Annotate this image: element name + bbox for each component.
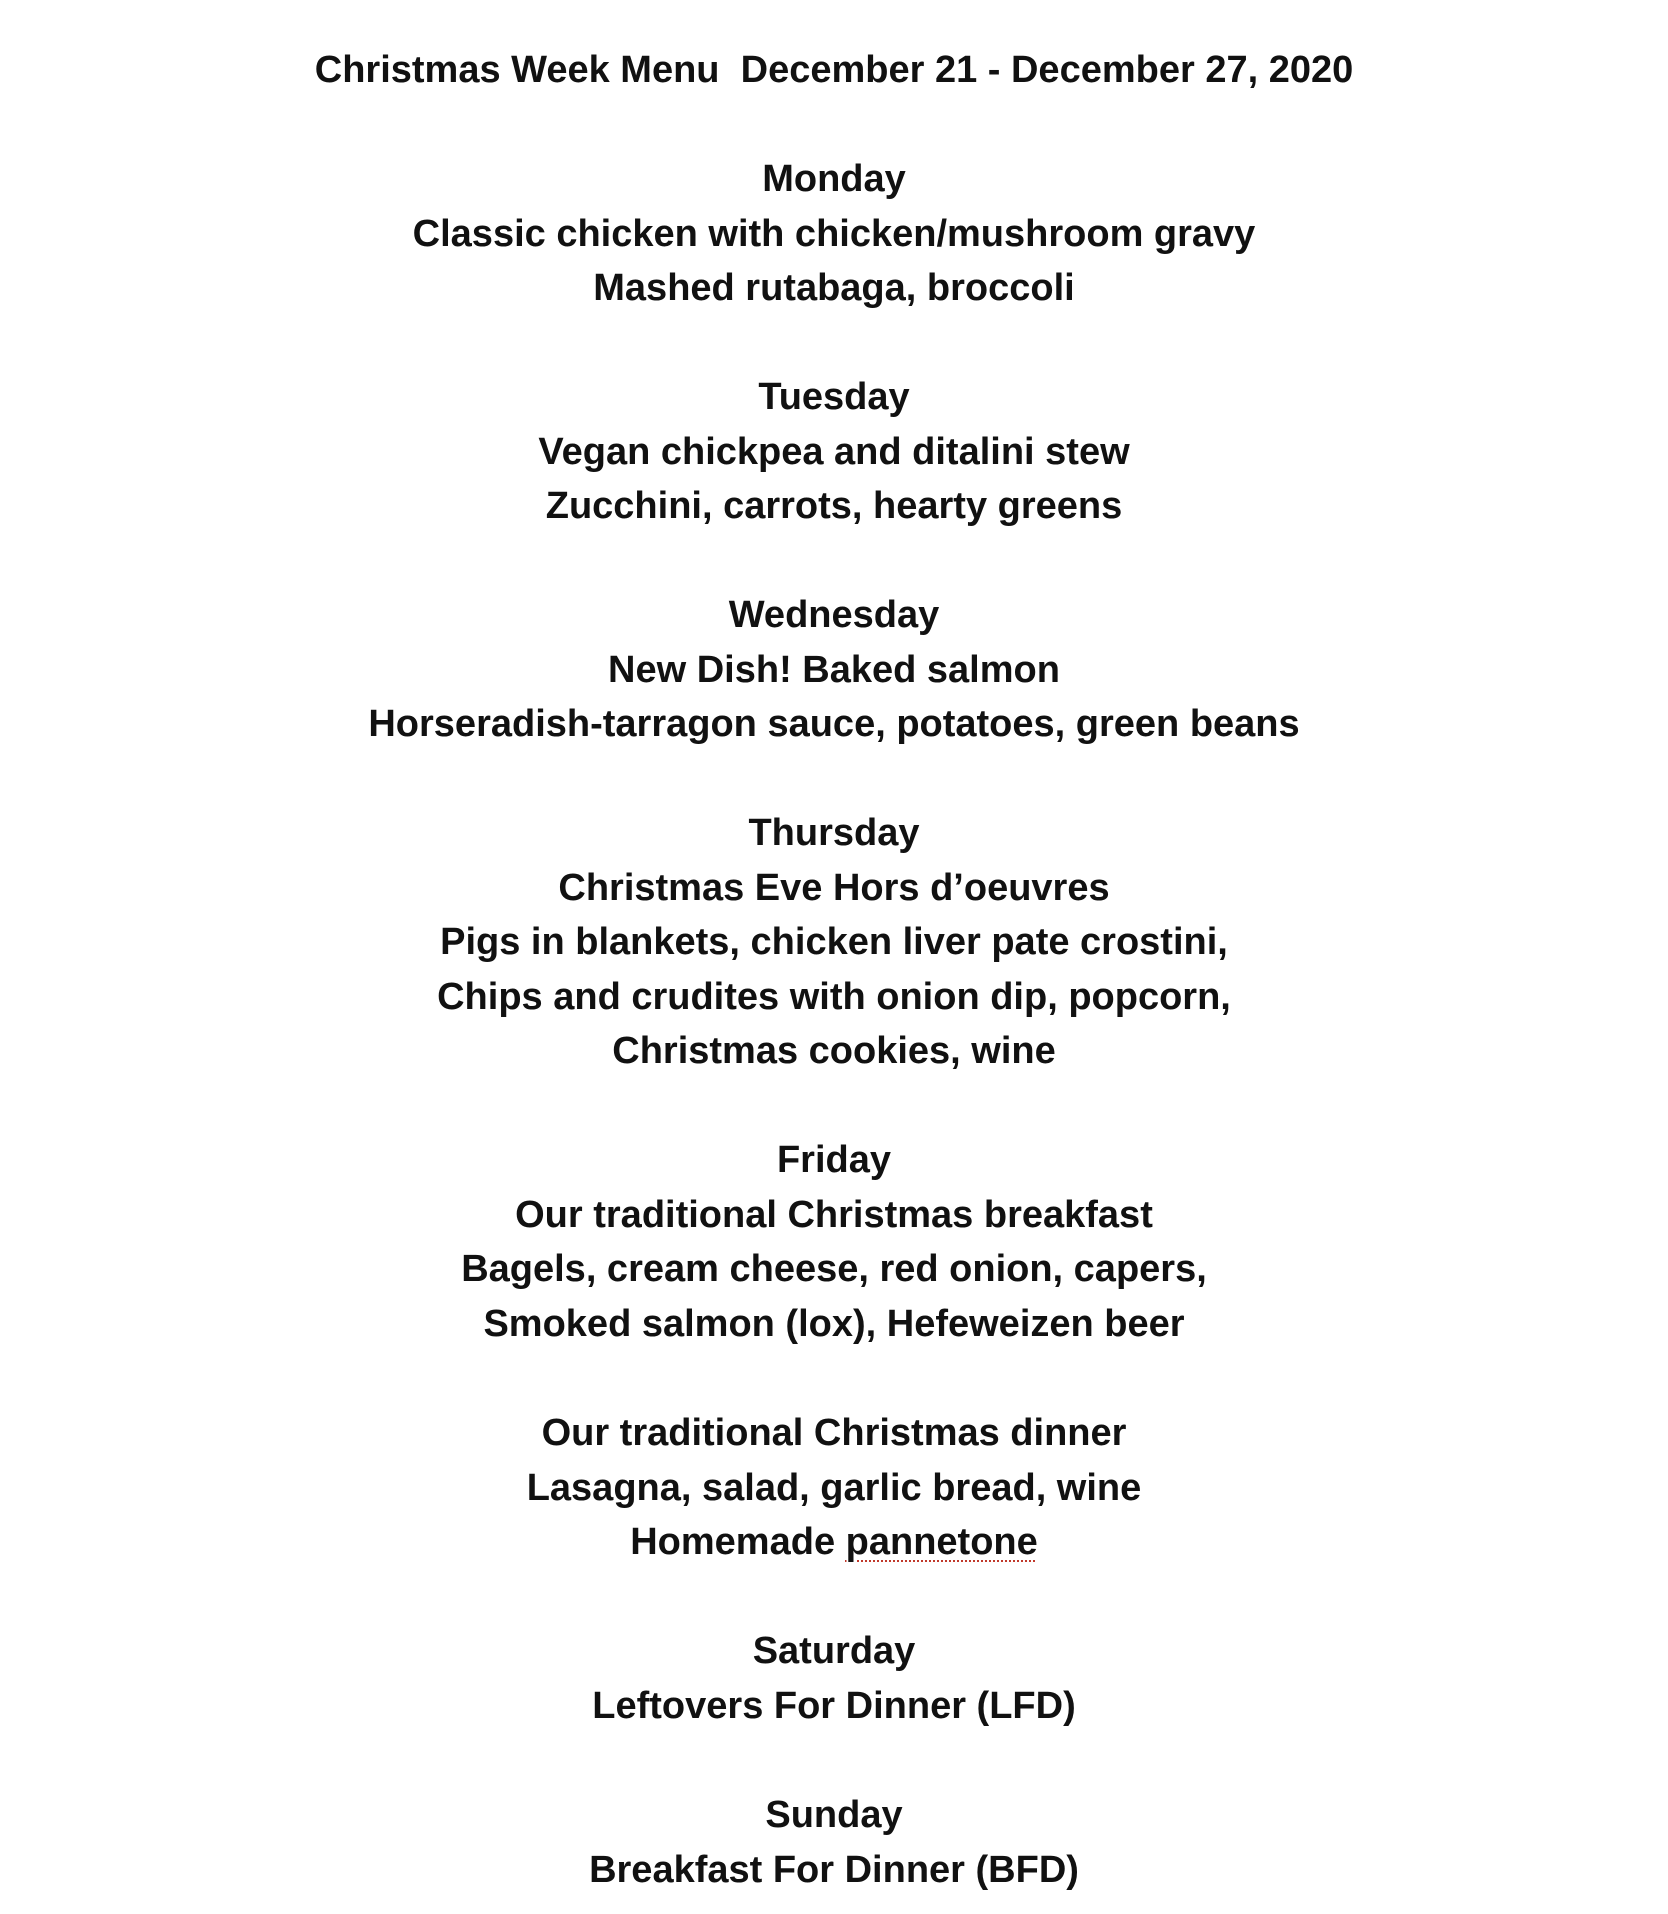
menu-line: Classic chicken with chicken/mushroom gravy (412, 212, 1256, 255)
menu-line: New Dish! Baked salmon (608, 648, 1060, 691)
wednesday-section (0, 588, 1668, 752)
day-heading-wednesday: Wednesday (728, 594, 940, 636)
menu-line: Lasagna, salad, garlic bread, wine (526, 1466, 1142, 1509)
menu-line: Horseradish-tarragon sauce, potatoes, green beans (368, 703, 1300, 745)
menu-line-text: Homemade (630, 1521, 846, 1563)
menu-title: Christmas Week Menu December 21 - December 27, 2020 (314, 49, 1354, 91)
day-heading-saturday: Saturday (752, 1630, 916, 1672)
menu-line: Pigs in blankets, chicken liver pate crostini, (440, 921, 1228, 963)
menu-line: Zucchini, carrots, hearty greens (545, 485, 1123, 527)
day-heading-thursday: Thursday (748, 812, 920, 854)
tuesday-section (0, 370, 1668, 534)
sunday-section (0, 1788, 1668, 1897)
menu-line: Chips and crudites with onion dip, popcorn, (437, 975, 1231, 1018)
menu-line: Breakfast For Dinner (BFD) (589, 1848, 1079, 1891)
friday-section (0, 1133, 1668, 1351)
menu-line-homemade (0, 1515, 1668, 1570)
day-heading-friday: Friday (776, 1139, 892, 1181)
christmas-dinner-section (0, 1406, 1668, 1570)
day-heading-sunday: Sunday (765, 1794, 903, 1836)
day-heading-tuesday: Tuesday (758, 376, 910, 418)
thursday-section (0, 806, 1668, 1079)
monday-section (0, 152, 1668, 316)
menu-line: Smoked salmon (lox), Hefeweizen beer (483, 1302, 1185, 1345)
menu-line: Bagels, cream cheese, red onion, capers, (461, 1248, 1207, 1290)
spellcheck-flagged-word: pannetone (845, 1521, 1038, 1563)
menu-line: Vegan chickpea and ditalini stew (538, 430, 1130, 473)
saturday-section (0, 1624, 1668, 1733)
menu-line: Our traditional Christmas dinner (541, 1412, 1127, 1454)
day-heading-monday: Monday (762, 158, 906, 200)
menu-line: Mashed rutabaga, broccoli (593, 267, 1075, 309)
menu-line: Our traditional Christmas breakfast (515, 1193, 1153, 1236)
menu-line: Christmas cookies, wine (612, 1030, 1056, 1072)
menu-line: Leftovers For Dinner (LFD) (592, 1684, 1076, 1727)
menu-line: Christmas Eve Hors d’oeuvres (558, 866, 1110, 909)
